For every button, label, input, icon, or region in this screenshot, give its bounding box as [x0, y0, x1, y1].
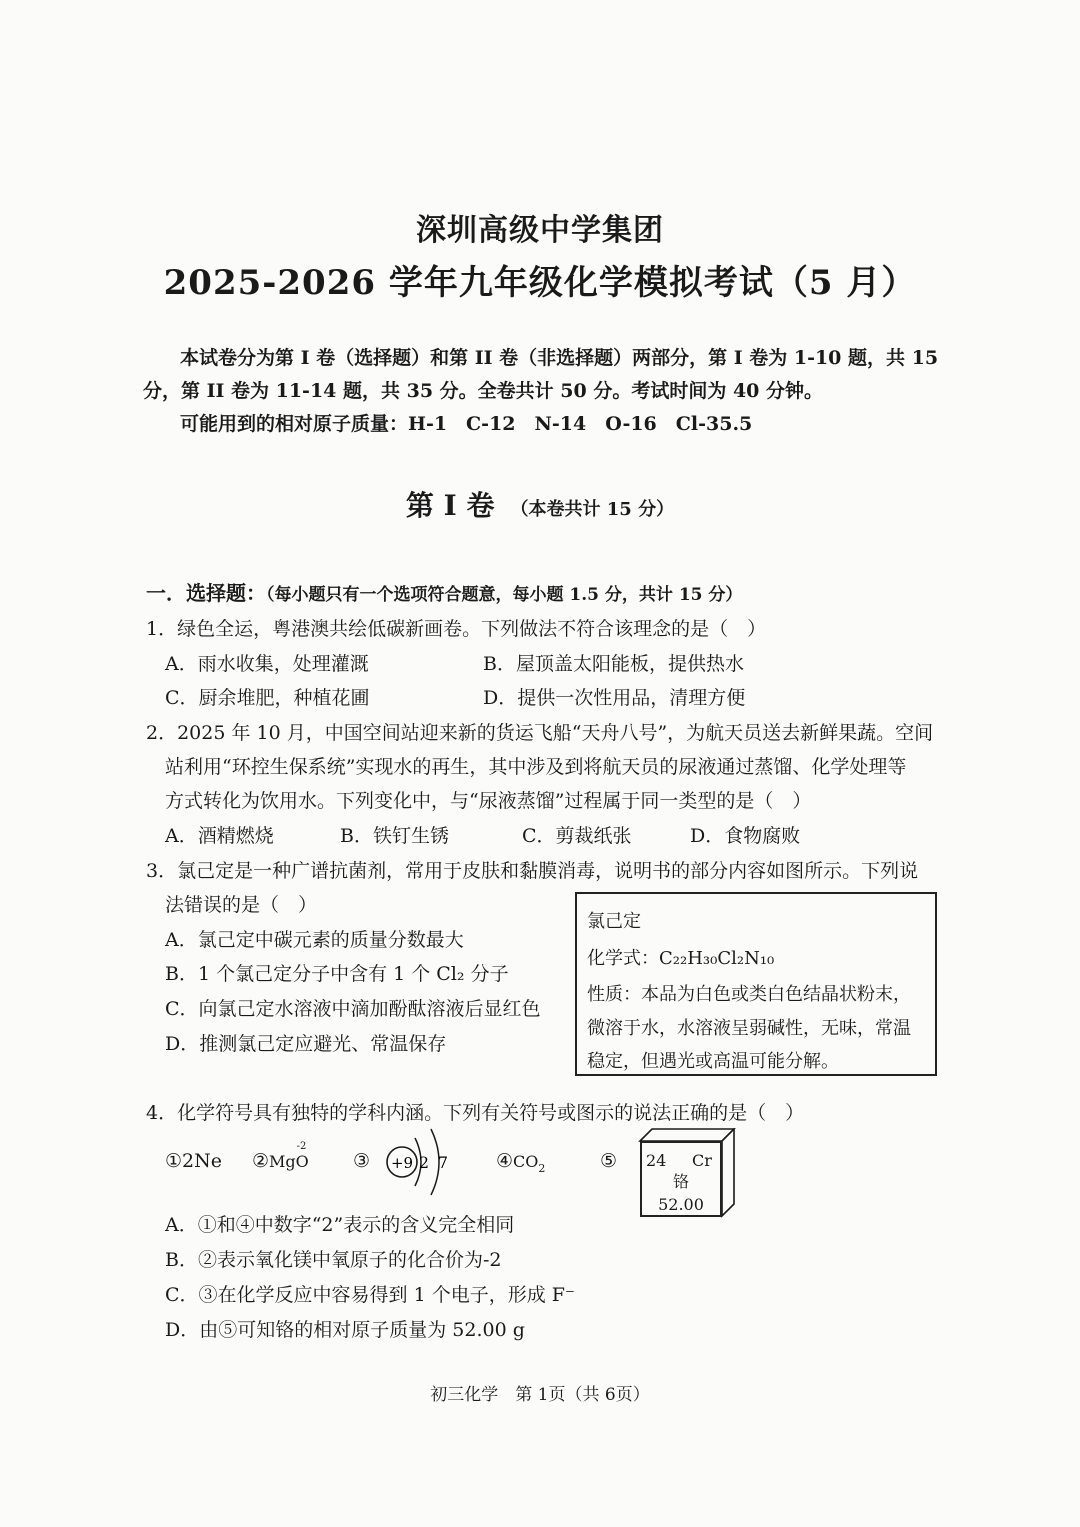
- exam-title: 2025-2026 学年九年级化学模拟考试（5 月）: [163, 263, 917, 303]
- q2-option-c: C．剪裁纸张: [522, 825, 632, 847]
- info-formula: C₂₂H₃₀Cl₂N₁₀: [659, 948, 775, 969]
- page-footer: 初三化学 第 1页（共 6页）: [430, 1385, 650, 1405]
- q1-option-a: A．雨水收集，处理灌溉: [165, 653, 369, 675]
- section-subtitle: （本卷共计 15 分）: [510, 499, 675, 520]
- info-property-2: 微溶于水，水溶液呈弱碱性，无味，常温: [587, 1018, 911, 1039]
- nucleus-charge: +9: [390, 1154, 414, 1172]
- q3-option-a: A．氯己定中碳元素的质量分数最大: [165, 929, 464, 951]
- element-atomic-number: 24: [646, 1151, 667, 1170]
- part-heading-note: （每小题只有一个选项符合题意，每小题 1.5 分，共计 15 分）: [266, 585, 743, 605]
- q1-option-b: B．屋顶盖太阳能板，提供热水: [483, 653, 744, 675]
- fluorine-atom-structure-diagram: [381, 1126, 461, 1196]
- q2-option-a: A．酒精燃烧: [165, 825, 274, 847]
- symbol-5-number: ⑤: [600, 1150, 618, 1172]
- section-title: 第 I 卷: [405, 489, 495, 522]
- q1-option-c: C．厨余堆肥，种植花圃: [165, 687, 370, 709]
- part-heading-label: 一．选择题：: [146, 581, 266, 605]
- info-property-3: 稳定，但遇光或高温可能分解。: [587, 1051, 839, 1072]
- symbol-4-formula: CO: [513, 1152, 539, 1171]
- q1-stem: 1．绿色全运，粤港澳共绘低碳新画卷。下列做法不符合该理念的是（ ）: [146, 618, 767, 640]
- info-formula-row: [587, 944, 774, 970]
- symbol-2-mg: Mg: [269, 1152, 296, 1171]
- symbol-2: [252, 1141, 309, 1172]
- q2-option-b: B．铁钉生锈: [340, 825, 449, 847]
- shell-2-electrons: 7: [437, 1153, 449, 1172]
- shell-1-electrons: 2: [418, 1153, 430, 1172]
- q2-option-d: D．食物腐败: [690, 825, 801, 847]
- school-name: 深圳高级中学集团: [416, 213, 664, 248]
- symbol-4-subscript: 2: [538, 1162, 546, 1175]
- info-formula-label: 化学式：: [587, 948, 659, 969]
- symbol-4: [496, 1150, 546, 1175]
- symbol-4-number: ④: [496, 1150, 514, 1172]
- q3-line-1: 3．氯己定是一种广谱抗菌剂，常用于皮肤和黏膜消毒，说明书的部分内容如图所示。下列说: [146, 860, 919, 882]
- q4-option-c: C．③在化学反应中容易得到 1 个电子，形成 F⁻: [165, 1284, 575, 1306]
- q4-option-a: A．①和④中数字“2”表示的含义完全相同: [165, 1214, 515, 1236]
- element-symbol: Cr: [692, 1151, 712, 1170]
- q3-option-c: C．向氯己定水溶液中滴加酚酞溶液后显红色: [165, 998, 541, 1020]
- q1-option-d: D．提供一次性用品，清理方便: [483, 687, 746, 709]
- intro-line-2: 分，第 II 卷为 11-14 题，共 35 分。全卷共计 50 分。考试时间为 40 分钟。: [143, 380, 824, 402]
- q4-stem: 4．化学符号具有独特的学科内涵。下列有关符号或图示的说法正确的是（ ）: [146, 1102, 805, 1124]
- q3-option-b: B．1 个氯己定分子中含有 1 个 Cl₂ 分子: [165, 963, 509, 985]
- chromium-element-card: [640, 1141, 722, 1217]
- q4-option-b: B．②表示氧化镁中氧原子的化合价为-2: [165, 1249, 502, 1271]
- element-mass: 52.00: [658, 1195, 704, 1214]
- element-name: 铬: [672, 1172, 689, 1191]
- q2-line-3: 方式转化为饮用水。下列变化中，与“尿液蒸馏”过程属于同一类型的是（ ）: [165, 790, 812, 812]
- q3-line-2: 法错误的是（ ）: [165, 894, 318, 916]
- info-property-1: 性质：本品为白色或类白色结晶状粉末，: [587, 984, 911, 1005]
- info-name: 氯己定: [587, 911, 641, 932]
- q3-option-d: D．推测氯己定应避光、常温保存: [165, 1033, 447, 1055]
- section-heading: [0, 484, 1080, 524]
- symbol-3-number: ③: [353, 1150, 371, 1172]
- q4-option-d: D．由⑤可知铬的相对原子质量为 52.00 g: [165, 1319, 525, 1341]
- symbol-2-number: ②: [252, 1150, 270, 1172]
- q2-line-1: 2．2025 年 10 月，中国空间站迎来新的货运飞船“天舟八号”，为航天员送去新鲜果蔬。空间: [146, 722, 934, 744]
- part-heading: [146, 577, 742, 606]
- symbol-1: ①2Ne: [165, 1150, 222, 1172]
- chlorhexidine-info-box: [575, 892, 937, 1076]
- symbol-2-oxygen: O: [295, 1152, 309, 1171]
- intro-line-1: 本试卷分为第 I 卷（选择题）和第 II 卷（非选择题）两部分，第 I 卷为 1-10 题，共 15: [180, 347, 939, 369]
- symbol-2-charge: -2: [296, 1141, 307, 1152]
- q2-line-2: 站利用“环控生保系统”实现水的再生，其中涉及到将航天员的尿液通过蒸馏、化学处理等: [165, 756, 907, 778]
- intro-line-3: 可能用到的相对原子质量：H-1 C-12 N-14 O-16 Cl-35.5: [180, 413, 753, 435]
